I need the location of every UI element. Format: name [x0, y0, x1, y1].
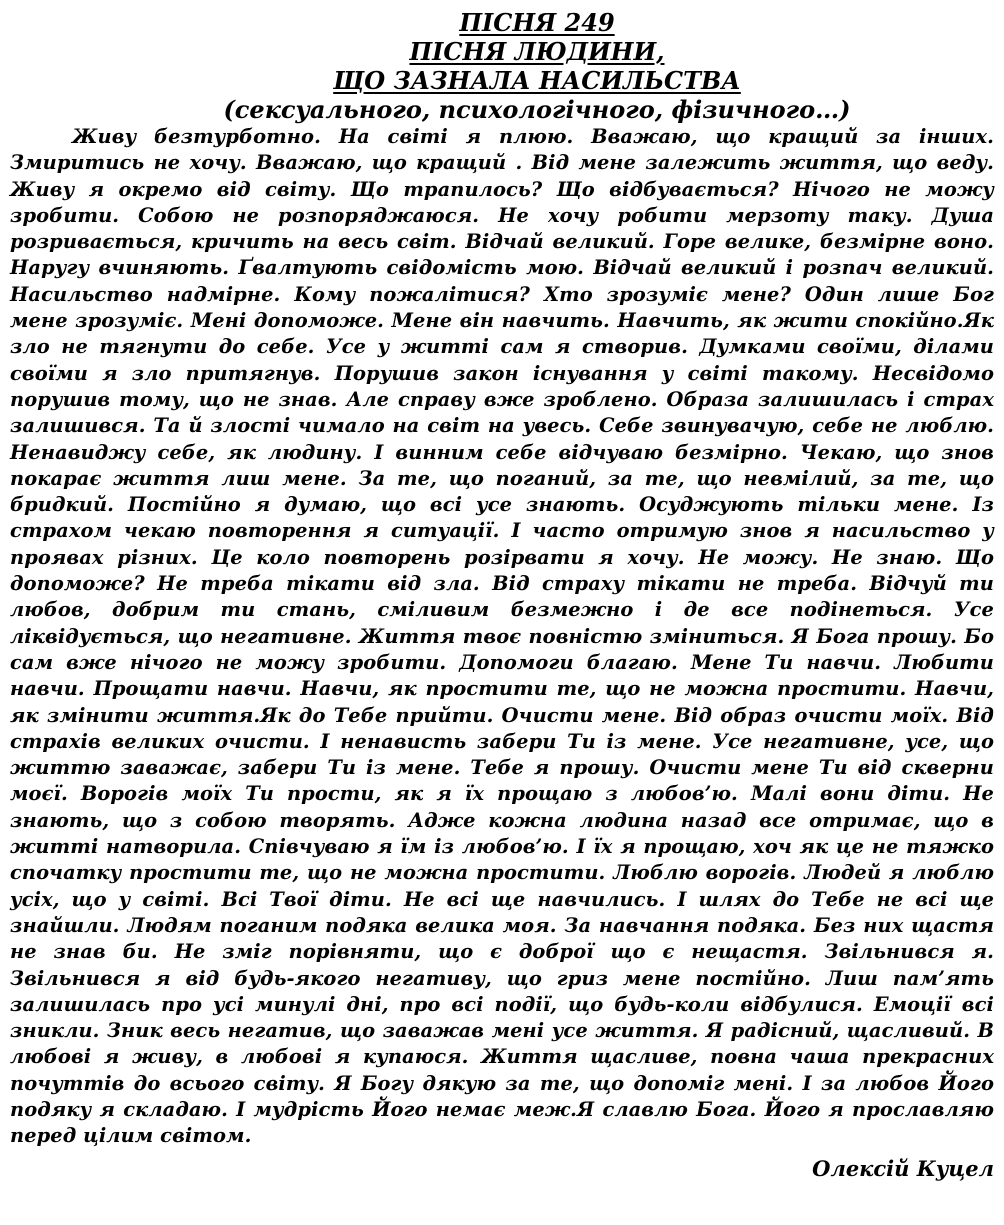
poem-title-line-2: ЩО ЗАЗНАЛА НАСИЛЬСТВА — [333, 66, 741, 95]
author-signature: Олексій Куцел — [812, 1155, 994, 1181]
poem-body: Живу безтурботно. На світі я плюю. Вважаю, що кращий за інших. Змиритись не хочу. Вважаю, що кращий . Від мене залежить життя, що веду. Живу я окремо від світу. Що трапилось? Що відбувається? Нічого не можу зробити. Собою не розпоряджаюся. Не хочу робити мерзоту таку. Душа розривається, кричить на весь світ. Відчай великий. Горе велике, безмірне воно. Наругу вчиняють. Ґвалтують свідомість мою. Відчай великий і розпач великий. Насильство надмірне. Кому пожалітися? Хто зрозуміє мене? Один лише Бог мене зрозуміє. Мені допоможе. Мене він навчить. Навчить, як жити спокійно.Як зло не тягнути до себе. Усе у житті сам я створив. Думками своїми, ділами своїми я зло притягнув. Порушив закон існування у світі такому. Несвідомо порушив тому, що не знав. Але справу вже зроблено. Образа залишилась і страх залишився. Та й злості чимало на світ на увесь. Себе звинувачую, себе не люблю. Ненавиджу себе, як людину. І винним себе відчуваю безмірно. Чекаю, що знов покарає життя лиш мене. За те, що поганий, за те, що невмілий, за те, що бридкий. Постійно я думаю, що всі усе знають. Осуджують тільки мене. Із страхом чекаю повторення я ситуації. І часто отримую знов я насильство у проявах різних. Це коло повторень розірвати я хочу. Не можу. Не знаю. Що допоможе? Не треба тікати від зла. Від страху тікати не треба. Відчуй ти любов, добрим ти стань, сміливим безмежно і де все подінеться. Усе ліквідується, що негативне. Життя твоє повністю зміниться. Я Бога прошу. Бо сам вже нічого не можу зробити. Допомоги благаю. Мене Ти навчи. Любити навчи. Прощати навчи. Навчи, як простити те, що не можна простити. Навчи, як змінити життя.Як до Тебе прийти. Очисти мене. Від образ очисти моїх. Від страхів великих очисти. І ненависть забери Ти із мене. Усе негативне, усе, що життю заважає, забери Ти із мене. Тебе я прошу. Очисти мене Ти від скверни моєї. Ворогів моїх Ти прости, як я їх прощаю з любов’ю. Малі вони діти. Не знають, що з собою творять. Адже кожна людина назад все отримає, що в житті натворила. Співчуваю я їм із любов’ю. І їх я прощаю, хоч як це не тяжко спочатку простити те, що не можна простити. Люблю ворогів. Людей я люблю усіх, що у світі. Всі Твої діти. Не всі ще навчились. І шлях до Тебе не всі ще знайшли. Людям поганим подяка велика моя. За навчання подяка. Без них щастя не знав би. Не зміг порівняти, що є доброї що є нещастя. Звільнився я. Звільнився я від будь-якого негативу, що гриз мене постійно. Лиш пам’ять залишилась про усі минулі дні, про всі події, що будь-коли відбулися. Емоції всі зникли. Зник весь негатив, що заважав мені усе життя. Я радісний, щасливий. В любові я живу, в любові я купаюся. Життя щасливе, повна чаша прекрасних почуттів до всього світу. Я Богу дякую за те, що допоміг мені. І за любов Його подяку я складаю. І мудрість Його немає меж.Я славлю Бога. Його я прославляю перед цілим світом. — [10, 125, 994, 1148]
poem-subtitle: (сексуального, психологічного, фізичного…) — [223, 95, 851, 124]
poem-number-title: ПІСНЯ 249 — [459, 8, 615, 37]
poem-title-block — [80, 8, 994, 124]
poem-title-line-1: ПІСНЯ ЛЮДИНИ, — [409, 37, 665, 66]
document-page — [10, 8, 994, 1182]
